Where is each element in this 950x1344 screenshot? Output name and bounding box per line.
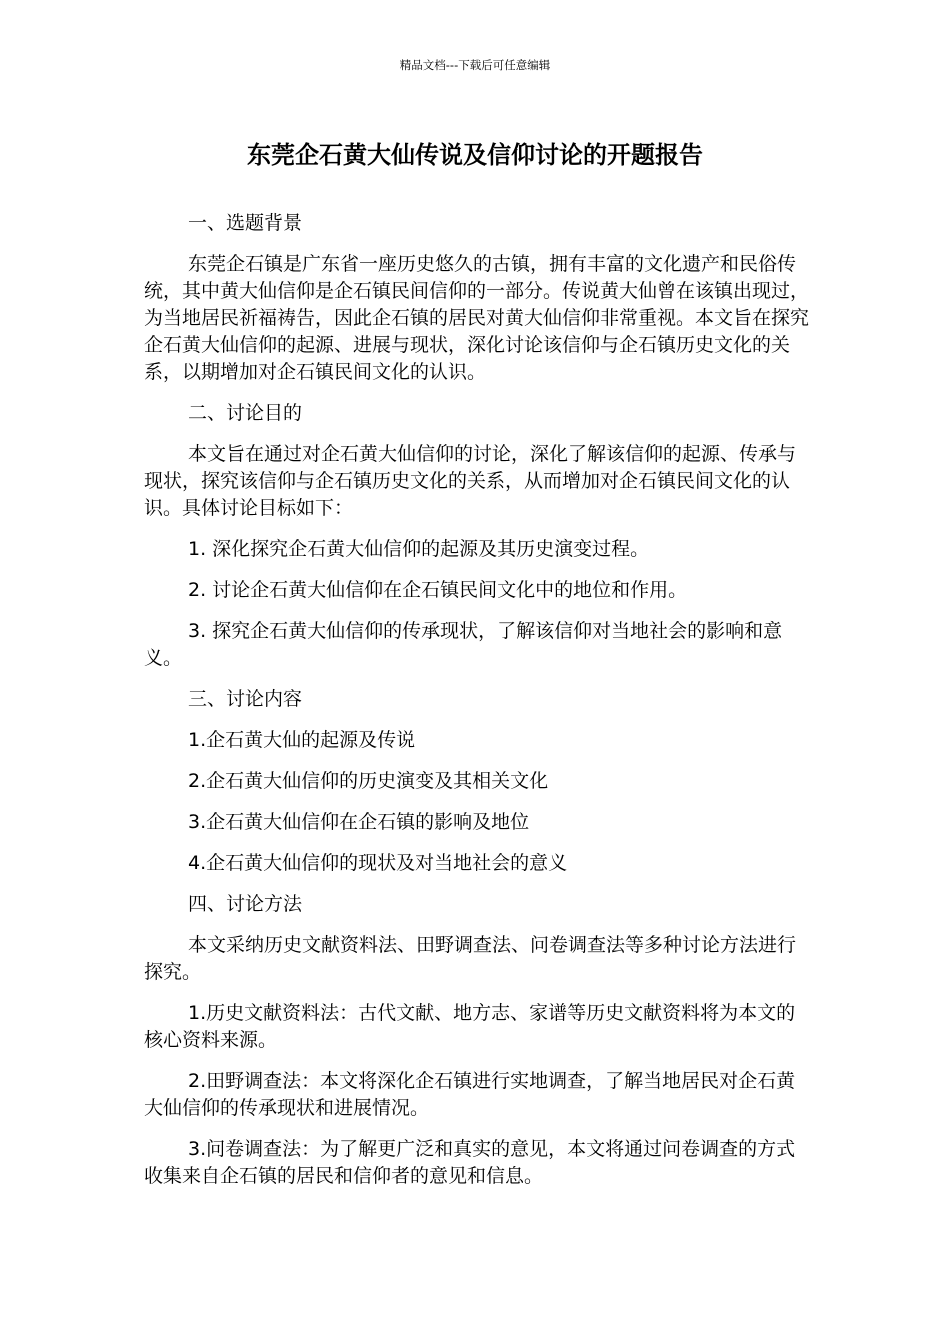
purpose-item-2: 2. 讨论企石黄大仙信仰在企石镇民间文化中的地位和作用。 — [188, 579, 688, 601]
content-item-4: 4.企石黄大仙信仰的现状及对当地社会的意义 — [188, 852, 568, 874]
paragraph-background: 东莞企石镇是广东省一座历史悠久的古镇，拥有丰富的文化遗产和民俗传统，其中黄大仙信仰是企石镇民间信仰的一部分。传说黄大仙曾在该镇出现过，为当地居民祈福祷告，因此企石镇的居民对黄大仙信仰非常重视。本文旨在探究企石黄大仙信仰的起源、进展与现状，深化讨论该信仰与企石镇历史文化的关系，以期增加对企石镇民间文化的认识。 — [144, 253, 810, 383]
content-item-2: 2.企石黄大仙信仰的历史演变及其相关文化 — [188, 770, 549, 792]
document-body — [144, 210, 810, 1204]
section-heading-background: 一、选题背景 — [188, 212, 303, 234]
purpose-item-3: 3. 探究企石黄大仙信仰的传承现状，了解该信仰对当地社会的影响和意义。 — [144, 620, 783, 669]
header-note: 精品文档---下载后可任意编辑 — [399, 58, 551, 72]
content-item-3: 3.企石黄大仙信仰在企石镇的影响及地位 — [188, 811, 530, 833]
document-title: 东莞企石黄大仙传说及信仰讨论的开题报告 — [247, 141, 703, 169]
purpose-item-1: 1. 深化探究企石黄大仙信仰的起源及其历史演变过程。 — [188, 538, 650, 560]
paragraph-purpose: 本文旨在通过对企石黄大仙信仰的讨论，深化了解该信仰的起源、传承与现状，探究该信仰与企石镇历史文化的关系，从而增加对企石镇民间文化的认识。具体讨论目标如下： — [144, 443, 797, 519]
content-item-1: 1.企石黄大仙的起源及传说 — [188, 729, 416, 751]
method-item-1: 1.历史文献资料法：古代文献、地方志、家谱等历史文献资料将为本文的核心资料来源。 — [144, 1002, 796, 1051]
section-heading-purpose: 二、讨论目的 — [188, 402, 303, 424]
section-heading-content: 三、讨论内容 — [188, 688, 303, 710]
method-item-3: 3.问卷调查法：为了解更广泛和真实的意见，本文将通过问卷调查的方式收集来自企石镇的居民和信仰者的意见和信息。 — [144, 1138, 796, 1187]
section-heading-method: 四、讨论方法 — [188, 893, 303, 915]
method-item-2: 2.田野调查法：本文将深化企石镇进行实地调查，了解当地居民对企石黄大仙信仰的传承现状和进展情况。 — [144, 1070, 796, 1119]
paragraph-method: 本文采纳历史文献资料法、田野调查法、问卷调查法等多种讨论方法进行探究。 — [144, 934, 797, 983]
